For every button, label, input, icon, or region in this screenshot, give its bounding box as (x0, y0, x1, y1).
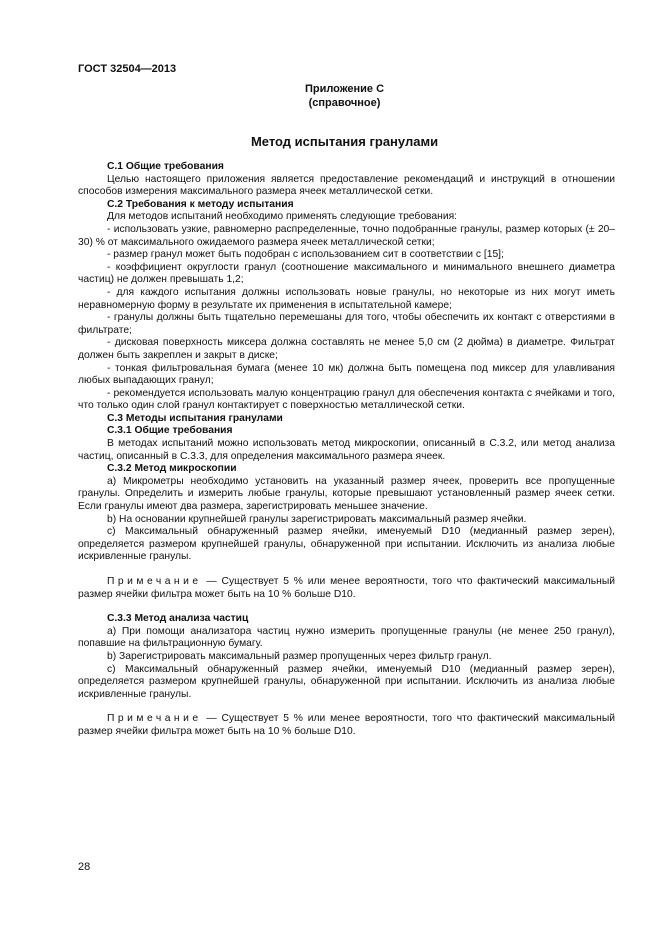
body-paragraph: а) При помощи анализатора частиц нужно измерить пропущенные гранулы (не менее 250 гранул), попавшие на фильтрационную бумагу. (78, 625, 615, 650)
section-heading: С.3.1 Общие требования (107, 425, 233, 437)
section-heading: С.3.2 Метод микроскопии (107, 463, 237, 475)
body-paragraph: b) На основании крупнейшей гранулы зарегистрировать максимальный размер ячейки. (107, 513, 527, 525)
note-paragraph (78, 576, 615, 601)
document-id-header: ГОСТ 32504—2013 (78, 63, 177, 75)
body-paragraph: c) Максимальный обнаруженный размер ячейки, именуемый D10 (медианный размер зерен), определяется размером крупнейшей гранулы, обнаруженной при испытании. Исключить из анализа любые искривленные гранулы. (78, 526, 615, 563)
note-label: Примечание (107, 713, 202, 725)
note-paragraph (78, 713, 615, 738)
body-paragraph: - рекомендуется использовать малую концентрацию гранул для обеспечения контакта с ячейками и того, что только один слой гранул контактирует с поверхностью металлической сетки. (78, 387, 615, 412)
annex-title: Метод испытания гранулами (250, 134, 439, 149)
body-paragraph: - коэффициент округлости гранул (соотношение максимального и минимального внешнего диаметра частиц) не должен превышать 1,2; (78, 261, 615, 286)
body-paragraph: - использовать узкие, равномерно распределенные, точно подобранные гранулы, размер которых (± 20–30) % от максимального ожидаемого размера ячеек металлической сетки; (78, 223, 615, 248)
body-paragraph: Целью настоящего приложения является предоставление рекомендаций и инструкций в отношении способов измерения максимального размера ячеек металлической сетки. (78, 173, 615, 198)
note-label: Примечание (107, 576, 202, 587)
annex-type: (справочное) (308, 97, 381, 109)
annex-label: Приложение С (304, 83, 385, 95)
body-paragraph: В методах испытаний можно использовать метод микроскопии, описанный в С.3.2, или метод анализа частиц, описанный в С.3.3, для определения максимального размера ячеек. (78, 438, 615, 462)
note-text: — Существует 5 % или менее вероятности, того что фактический максимальный размер ячейки фильтра может быть на 10 % больше D10. (78, 576, 615, 600)
body-paragraph: c) Максимальный обнаруженный размер ячейки, именуемый D10 (медианный размер зерен), определяется размером крупнейшей гранулы, обнаруженной при испытании. Исключить из анализа любые искривленные гранулы. (78, 663, 615, 700)
body-paragraph: - для каждого испытания должны использовать новые гранулы, но некоторые из них могут иметь неравномерную форму в результате их применения в испытательной камере; (78, 286, 615, 311)
body-paragraph: Для методов испытаний необходимо применять следующие требования: (107, 211, 458, 223)
section-heading: С.3.3 Метод анализа частиц (107, 613, 249, 625)
note-text: — Существует 5 % или менее вероятности, того что фактический максимальный размер ячейки фильтра может быть на 10 % больше D10. (78, 713, 615, 737)
body-paragraph: а) Микрометры необходимо установить на указанный размер ячеек, проверить все пропущенные гранулы. Определить и измерить любые гранулы, которые превышают установленный размер ячеек сетки. Если гранулы имеют два размера, зарегистрировать меньшее значение. (78, 475, 615, 513)
body-paragraph: - размер гранул может быть подобран с использованием сит в соответствии с [15]; (107, 249, 504, 261)
page-number: 28 (78, 861, 91, 873)
body-paragraph: - дисковая поверхность миксера должна составлять не менее 5,0 см (2 дюйма) в диаметре. Фильтрат должен быть закреплен и закрыт в диске; (78, 337, 615, 361)
body-paragraph: - гранулы должны быть тщательно перемешаны для того, чтобы обеспечить их контакт с отверстиями в фильтрате; (78, 312, 615, 336)
annex-heading (0, 82, 661, 110)
section-heading: С.3 Методы испытания гранулами (107, 412, 283, 424)
document-body (78, 161, 615, 751)
section-heading: С.2 Требования к методу испытания (107, 198, 294, 210)
section-heading: С.1 Общие требования (107, 161, 224, 172)
body-paragraph: - тонкая фильтровальная бумага (менее 10 мк) должна быть помещена под миксер для улавливания любых выпадающих гранул; (78, 362, 615, 387)
body-paragraph: b) Зарегистрировать максимальный размер пропущенных через фильтр гранул. (107, 650, 492, 662)
